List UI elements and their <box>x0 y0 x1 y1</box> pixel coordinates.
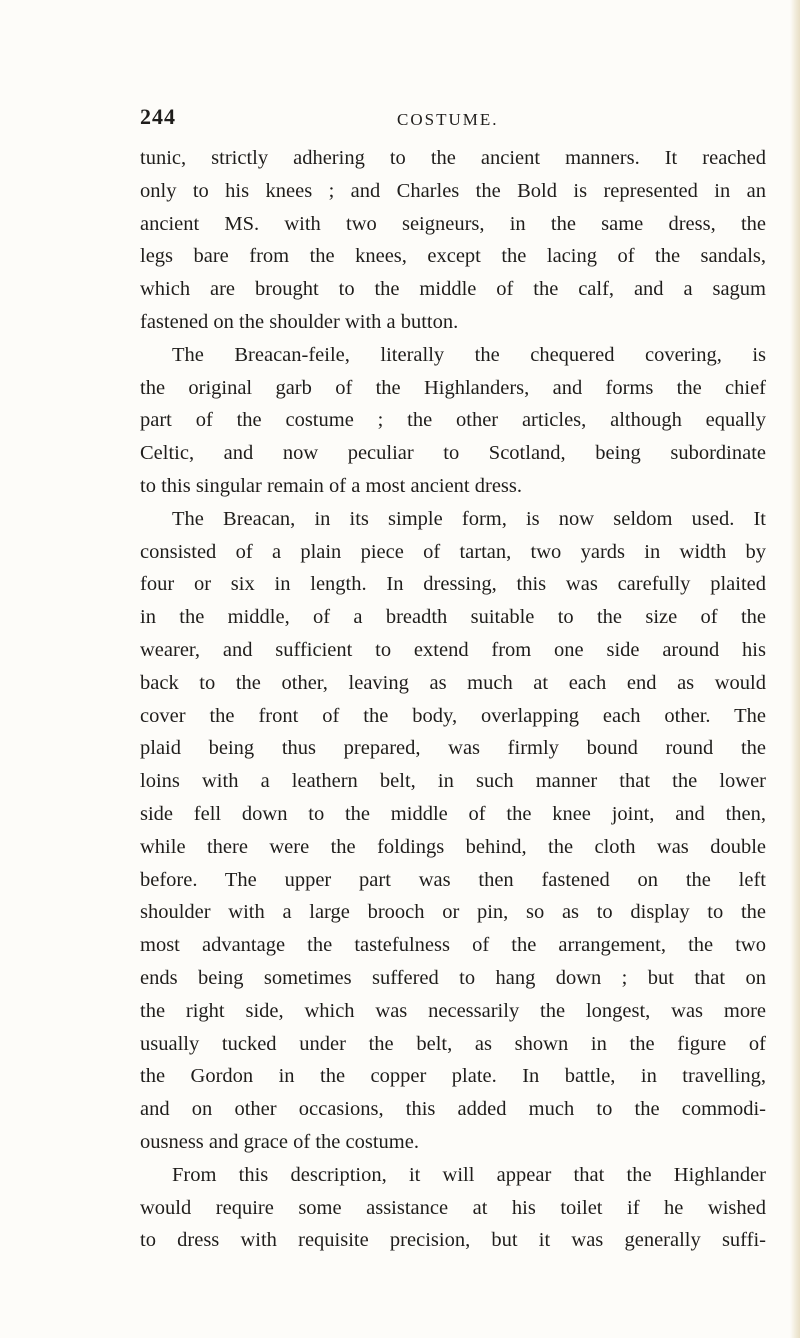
text-line: legs bare from the knees, except the lacing of the sandals, <box>140 245 766 268</box>
text-line: loins with a leathern belt, in such manner that the lower <box>140 770 766 793</box>
text-line: the right side, which was necessarily the longest, was more <box>140 999 766 1022</box>
page-edge <box>790 0 800 1338</box>
text-line: ends being sometimes suffered to hang down ; but that on <box>140 966 766 989</box>
text-line: to this singular remain of a most ancient dress. <box>140 474 523 497</box>
text-line: shoulder with a large brooch or pin, so as to display to the <box>140 901 766 924</box>
text-line: and on other occasions, this added much to the commodi- <box>140 1098 766 1121</box>
text-line: ousness and grace of the costume. <box>140 1130 419 1153</box>
page-header <box>140 96 760 136</box>
text-line: four or six in length. In dressing, this was carefully plaited <box>140 573 766 596</box>
text-line: would require some assistance at his toilet if he wished <box>140 1196 766 1219</box>
text-line: side fell down to the middle of the knee joint, and then, <box>140 802 766 825</box>
text-line: ancient MS. with two seigneurs, in the same dress, the <box>140 212 766 235</box>
text-line: The Breacan, in its simple form, is now seldom used. It <box>172 507 766 530</box>
text-line: to dress with requisite precision, but it was generally suffi- <box>140 1229 766 1252</box>
text-line: most advantage the tastefulness of the arrangement, the two <box>140 934 766 957</box>
text-line: plaid being thus prepared, was firmly bound round the <box>140 737 766 760</box>
text-line: while there were the foldings behind, the cloth was double <box>140 835 766 858</box>
text-line: which are brought to the middle of the calf, and a sagum <box>140 278 766 301</box>
text-line: part of the costume ; the other articles, although equally <box>140 409 766 432</box>
text-line: the Gordon in the copper plate. In battle, in travelling, <box>140 1065 766 1088</box>
running-head: COSTUME. <box>397 110 499 129</box>
text-line: consisted of a plain piece of tartan, two yards in width by <box>140 540 766 563</box>
text-line: before. The upper part was then fastened on the left <box>140 868 766 891</box>
page-number: 244 <box>140 104 176 129</box>
text-line: fastened on the shoulder with a button. <box>140 310 459 333</box>
text-line: wearer, and sufficient to extend from one side around his <box>140 638 766 661</box>
text-line: the original garb of the Highlanders, and forms the chief <box>140 376 766 399</box>
text-line: in the middle, of a breadth suitable to the size of the <box>140 606 766 629</box>
text-line: back to the other, leaving as much at each end as would <box>140 671 766 694</box>
text-line: cover the front of the body, overlapping each other. The <box>140 704 766 727</box>
text-line: Celtic, and now peculiar to Scotland, being subordinate <box>140 442 766 465</box>
text-line: usually tucked under the belt, as shown in the figure of <box>140 1032 766 1055</box>
text-line: tunic, strictly adhering to the ancient manners. It reached <box>140 147 766 169</box>
body-text <box>140 142 766 1257</box>
text-line: only to his knees ; and Charles the Bold is represented in an <box>140 179 766 202</box>
text-line: From this description, it will appear that the Highlander <box>172 1163 766 1186</box>
text-line: The Breacan-feile, literally the chequered covering, is <box>172 343 766 366</box>
